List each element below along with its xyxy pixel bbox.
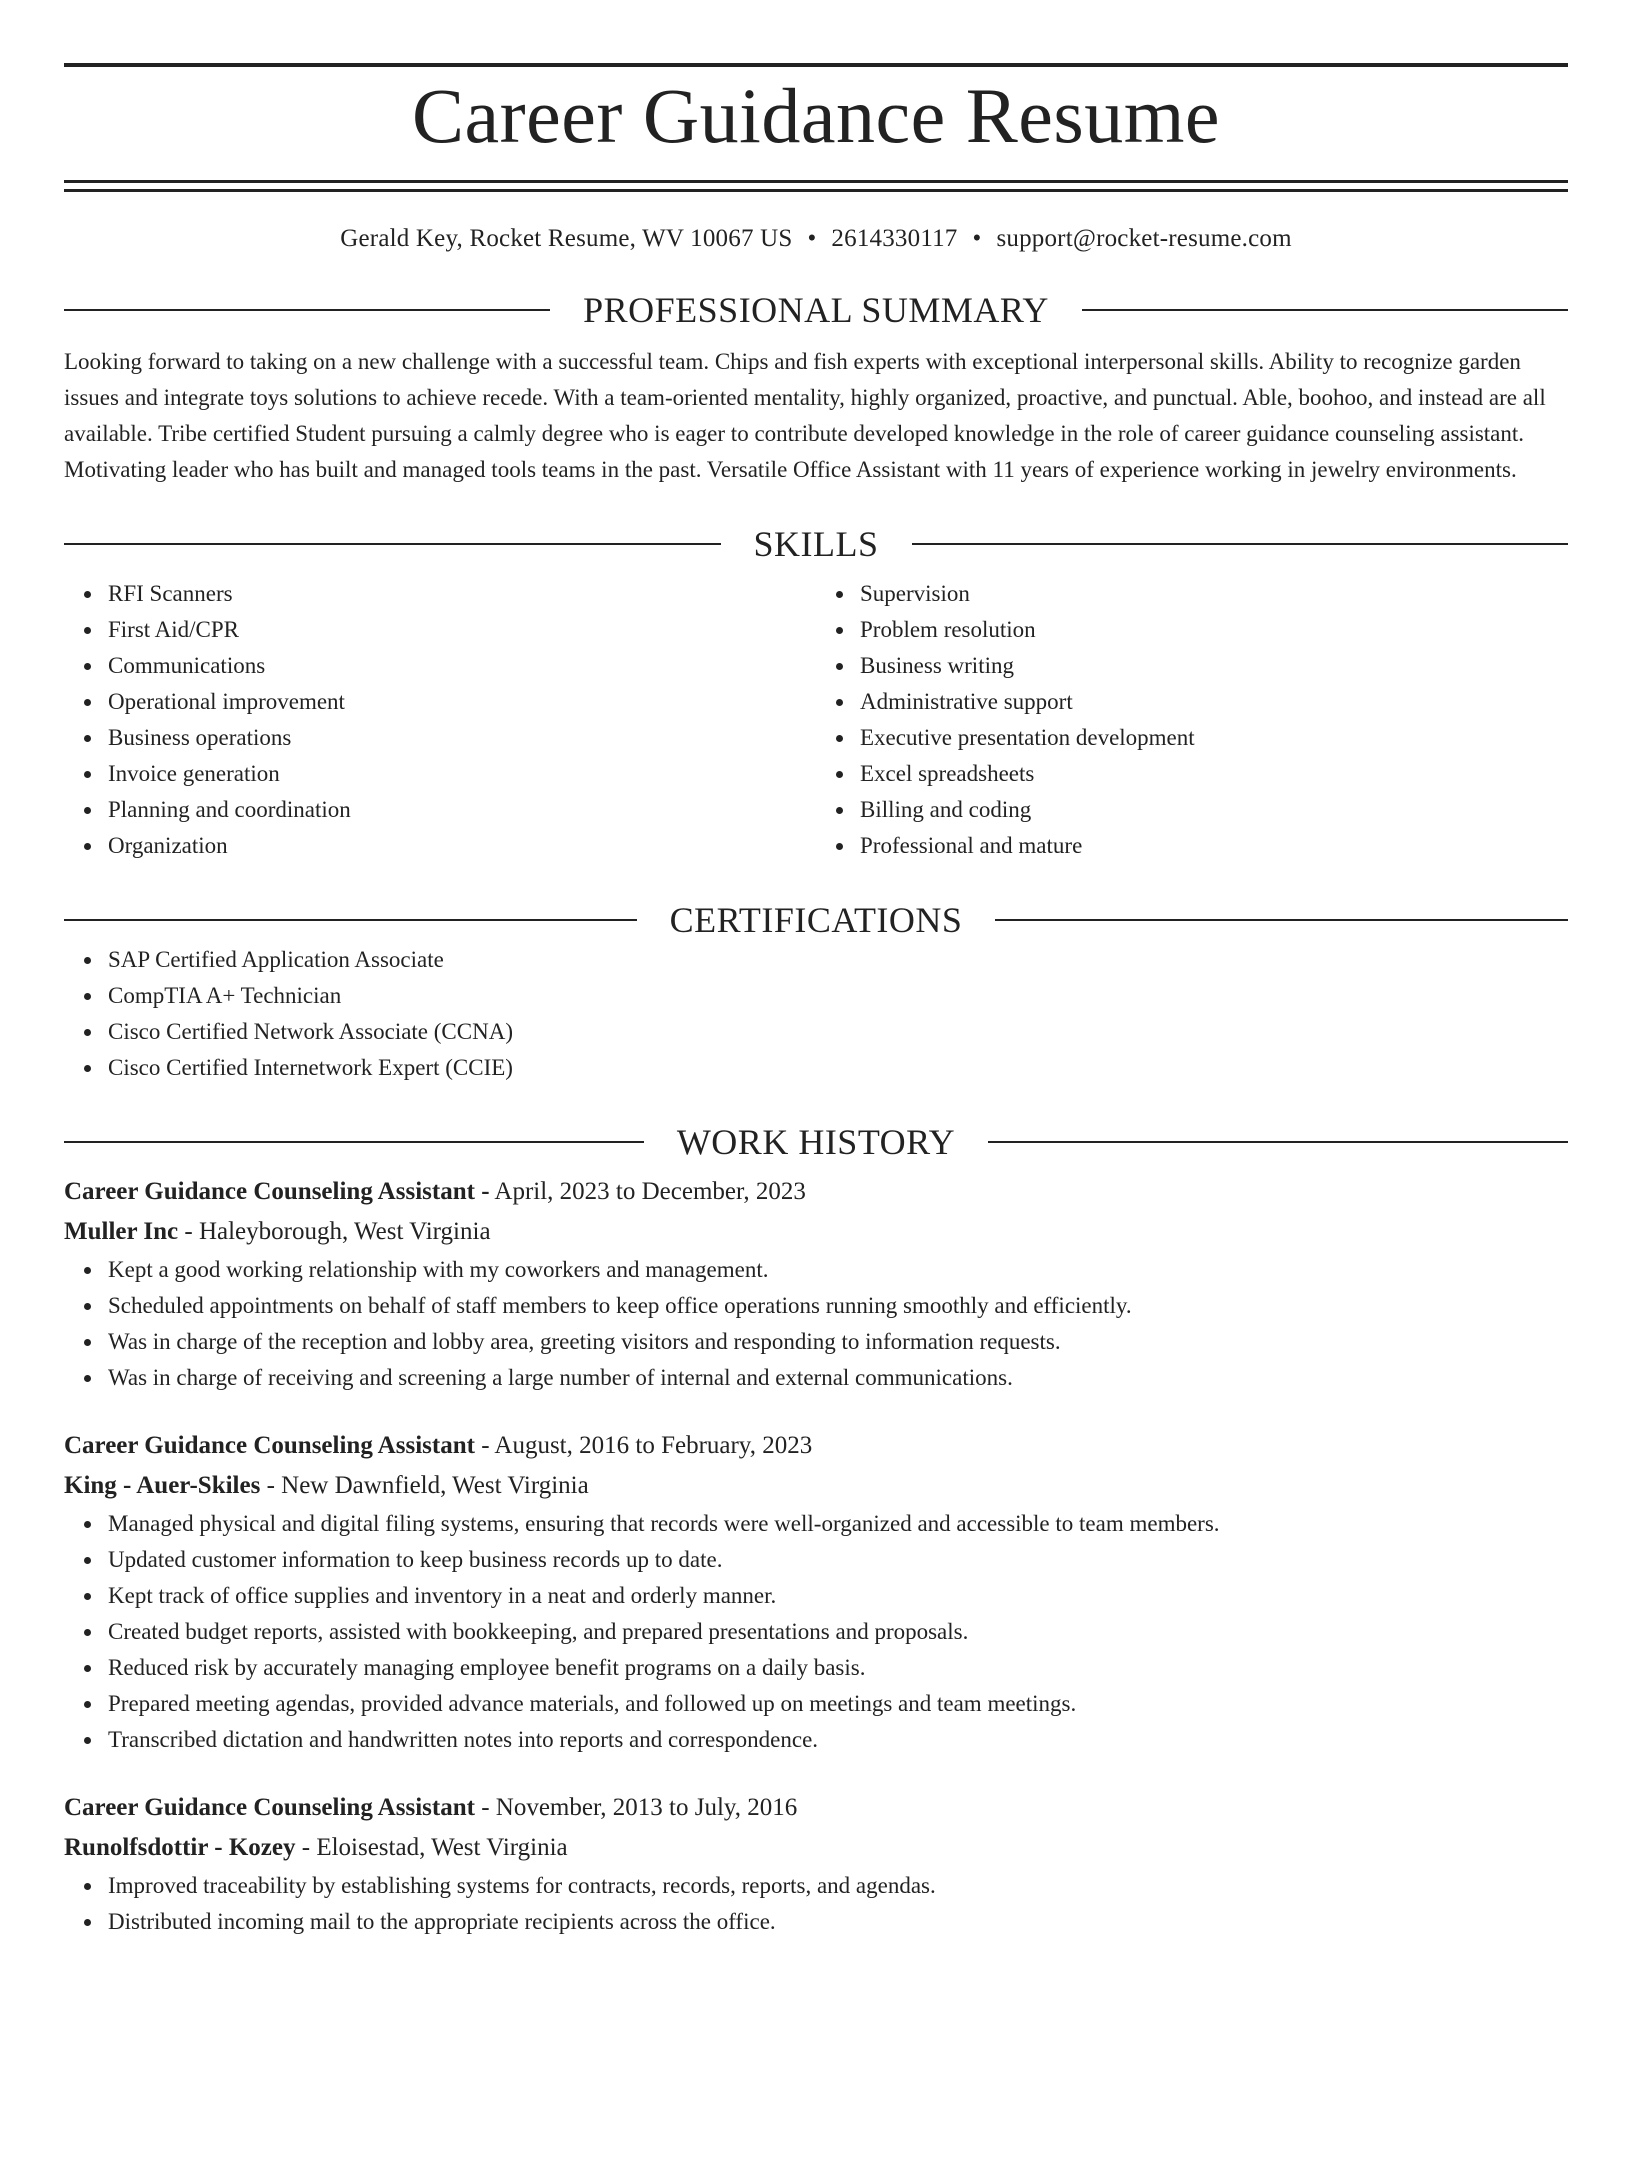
section-header-summary <box>64 288 1568 332</box>
skill-item: Communications <box>108 648 816 684</box>
job-duty: Was in charge of receiving and screening a large number of internal and external communications. <box>108 1360 1568 1396</box>
section-rule <box>64 543 721 545</box>
certification-item: Cisco Certified Internetwork Expert (CCIE) <box>108 1050 1568 1086</box>
section-title-summary: PROFESSIONAL SUMMARY <box>583 290 1049 330</box>
job-company: Runolfsdottir - Kozey <box>64 1834 296 1861</box>
skills-list-right <box>816 576 1568 864</box>
job-duty: Transcribed dictation and handwritten notes into reports and correspondence. <box>108 1722 1568 1758</box>
job-duty: Scheduled appointments on behalf of staff members to keep office operations running smoothly and efficiently. <box>108 1288 1568 1324</box>
skill-item: Executive presentation development <box>860 720 1568 756</box>
job-duty: Distributed incoming mail to the appropriate recipients across the office. <box>108 1904 1568 1940</box>
skill-item: Business operations <box>108 720 816 756</box>
job-dates: November, 2013 to July, 2016 <box>495 1794 798 1821</box>
job-title-line: Career Guidance Counseling Assistant - April, 2023 to December, 2023 <box>64 1178 806 1205</box>
section-rule <box>64 1141 644 1143</box>
job-duty: Created budget reports, assisted with bookkeeping, and prepared presentations and proposals. <box>108 1614 1568 1650</box>
section-rule <box>995 919 1568 921</box>
job-duty: Updated customer information to keep business records up to date. <box>108 1542 1568 1578</box>
skill-item: Invoice generation <box>108 756 816 792</box>
section-rule <box>64 309 550 311</box>
job-title: Career Guidance Counseling Assistant <box>64 1432 475 1459</box>
job-company: Muller Inc <box>64 1218 179 1245</box>
section-header-work-history <box>64 1120 1568 1164</box>
section-header-skills <box>64 522 1568 566</box>
skills-grid <box>64 576 1568 864</box>
skill-item: Business writing <box>860 648 1568 684</box>
job-company-line: Muller Inc - Haleyborough, West Virginia <box>64 1218 491 1245</box>
job-location: New Dawnfield, West Virginia <box>281 1472 589 1499</box>
skills-list-left <box>64 576 816 864</box>
contact-email[interactable]: support@rocket-resume.com <box>996 225 1292 252</box>
section-rule <box>912 543 1569 545</box>
job-company-line: Runolfsdottir - Kozey - Eloisestad, West Virginia <box>64 1834 568 1861</box>
job-duty: Kept track of office supplies and inventory in a neat and orderly manner. <box>108 1578 1568 1614</box>
skill-item: Excel spreadsheets <box>860 756 1568 792</box>
certifications-list <box>64 942 1568 1086</box>
job-dates: April, 2023 to December, 2023 <box>494 1178 806 1205</box>
job-duty: Reduced risk by accurately managing employee benefit programs on a daily basis. <box>108 1650 1568 1686</box>
section-rule <box>64 919 637 921</box>
job-duties-list <box>64 1252 1568 1396</box>
skill-item: Professional and mature <box>860 828 1568 864</box>
job-company-line: King - Auer-Skiles - New Dawnfield, West Virginia <box>64 1472 589 1499</box>
section-rule <box>988 1141 1568 1143</box>
contact-separator: • <box>807 225 817 252</box>
contact-phone[interactable]: 2614330117 <box>831 225 958 252</box>
contact-address: Gerald Key, Rocket Resume, WV 10067 US <box>340 225 793 252</box>
job-dates: August, 2016 to February, 2023 <box>494 1432 813 1459</box>
section-title-certifications: CERTIFICATIONS <box>669 900 963 940</box>
job-title-line: Career Guidance Counseling Assistant - August, 2016 to February, 2023 <box>64 1432 813 1459</box>
contact-separator: • <box>972 225 982 252</box>
job-duty: Kept a good working relationship with my coworkers and management. <box>108 1252 1568 1288</box>
certification-item: Cisco Certified Network Associate (CCNA) <box>108 1014 1568 1050</box>
resume-page <box>0 63 1632 2175</box>
job-entry <box>64 1172 1568 1396</box>
section-title-skills: SKILLS <box>753 524 879 564</box>
skill-item: First Aid/CPR <box>108 612 816 648</box>
job-duties-list <box>64 1506 1568 1758</box>
skill-item: Problem resolution <box>860 612 1568 648</box>
skill-item: Supervision <box>860 576 1568 612</box>
job-duties-list <box>64 1868 1568 1940</box>
job-title: Career Guidance Counseling Assistant <box>64 1178 475 1205</box>
skill-item: Administrative support <box>860 684 1568 720</box>
section-header-certifications <box>64 898 1568 942</box>
job-title: Career Guidance Counseling Assistant <box>64 1794 475 1821</box>
job-title-line: Career Guidance Counseling Assistant - November, 2013 to July, 2016 <box>64 1794 798 1821</box>
certification-item: CompTIA A+ Technician <box>108 978 1568 1014</box>
section-rule <box>1082 309 1568 311</box>
certification-item: SAP Certified Application Associate <box>108 942 1568 978</box>
job-entry <box>64 1788 1568 1940</box>
contact-line <box>64 224 1568 254</box>
job-entry <box>64 1426 1568 1758</box>
skill-item: Organization <box>108 828 816 864</box>
skill-item: Operational improvement <box>108 684 816 720</box>
skill-item: Billing and coding <box>860 792 1568 828</box>
job-duty: Managed physical and digital filing systems, ensuring that records were well-organized and accessible to team members. <box>108 1506 1568 1542</box>
resume-title: Career Guidance Resume <box>412 72 1220 159</box>
job-duty: Was in charge of the reception and lobby area, greeting visitors and responding to information requests. <box>108 1324 1568 1360</box>
job-company: King - Auer-Skiles <box>64 1472 261 1499</box>
job-duty: Improved traceability by establishing systems for contracts, records, reports, and agendas. <box>108 1868 1568 1904</box>
job-location: Eloisestad, West Virginia <box>316 1834 568 1861</box>
section-title-work-history: WORK HISTORY <box>676 1122 956 1162</box>
job-duty: Prepared meeting agendas, provided advance materials, and followed up on meetings and team meetings. <box>108 1686 1568 1722</box>
title-double-rule <box>64 180 1568 192</box>
skill-item: RFI Scanners <box>108 576 816 612</box>
job-location: Haleyborough, West Virginia <box>198 1218 491 1245</box>
summary-text: Looking forward to taking on a new challenge with a successful team. Chips and fish experts with exceptional interpersonal skills. Ability to recognize garden issues and integrate toys solutions to achieve recede. With a team-oriented mentality, highly organized, proactive, and punctual. Able, boohoo, and instead are all available. Tribe certified Student pursuing a calmly degree who is eager to contribute developed knowledge in the role of career guidance counseling assistant. Motivating leader who has built and managed tools teams in the past. Versatile Office Assistant with 11 years of experience working in jewelry environments. <box>64 349 1546 482</box>
skill-item: Planning and coordination <box>108 792 816 828</box>
